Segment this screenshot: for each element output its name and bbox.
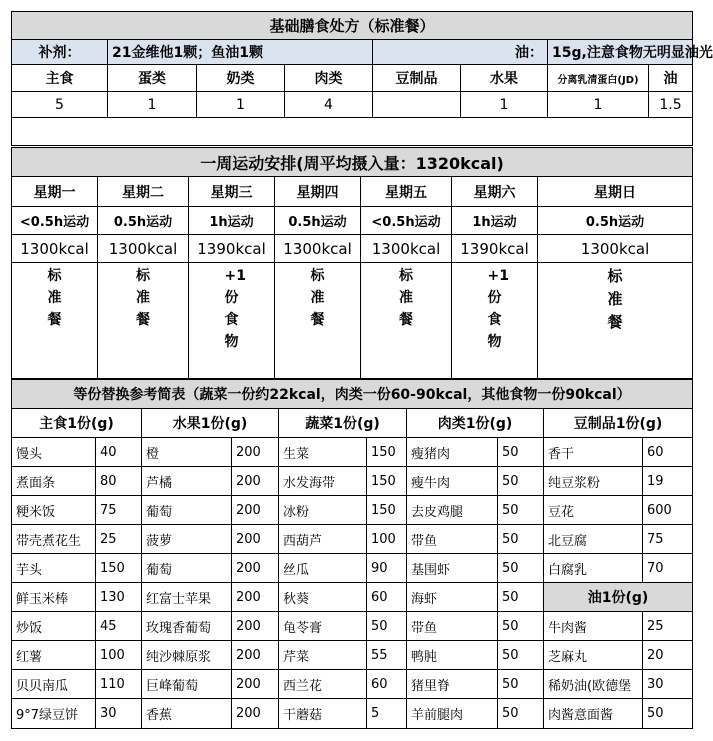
food-grams: 50 xyxy=(643,699,693,729)
oil-label: 油： xyxy=(373,40,548,65)
diet-value-oil: 1.5 xyxy=(649,92,693,118)
table-row xyxy=(12,583,693,612)
food-name: 芹菜 xyxy=(279,641,367,670)
supplement-label: 补剂： xyxy=(12,40,108,65)
table-row xyxy=(12,641,693,670)
exercise-title: 一周运动安排(周平均摄入量：1320kcal) xyxy=(12,148,693,177)
food-grams: 200 xyxy=(232,467,279,496)
food-grams: 50 xyxy=(498,554,544,583)
food-grams: 150 xyxy=(367,467,407,496)
food-name: 冰粉 xyxy=(279,496,367,525)
food-grams: 50 xyxy=(498,496,544,525)
food-name: 西兰花 xyxy=(279,670,367,699)
food-grams: 200 xyxy=(232,554,279,583)
food-name: 羊前腿肉 xyxy=(407,699,498,729)
kcal-cell: 1390kcal xyxy=(452,235,538,263)
food-name: 海虾 xyxy=(407,583,498,612)
food-grams: 50 xyxy=(498,612,544,641)
diet-table xyxy=(11,11,713,146)
food-name: 粳米饭 xyxy=(12,496,96,525)
food-grams: 600 xyxy=(643,496,693,525)
diet-header-staple: 主食 xyxy=(12,65,108,92)
food-name: 猪里脊 xyxy=(407,670,498,699)
food-name: 水发海带 xyxy=(279,467,367,496)
food-name: 香蕉 xyxy=(142,699,232,729)
food-name: 北豆腐 xyxy=(544,525,643,554)
day-cell: 星期一 xyxy=(12,177,98,207)
plan-cell xyxy=(98,263,189,379)
diet-value-fruit: 1 xyxy=(461,92,548,118)
food-name: 带壳煮花生 xyxy=(12,525,96,554)
food-grams: 60 xyxy=(367,670,407,699)
food-name: 菠萝 xyxy=(142,525,232,554)
food-grams: 50 xyxy=(498,467,544,496)
oil-value: 15g,注意食物无明显油光 xyxy=(548,40,693,65)
food-grams: 130 xyxy=(96,583,142,612)
plan-text: 标准餐 xyxy=(399,268,413,328)
food-grams: 30 xyxy=(643,670,693,699)
diet-header-soy: 豆制品 xyxy=(373,65,461,92)
header-vegetable: 蔬菜1份(g) xyxy=(279,409,407,438)
food-name: 9°7绿豆饼 xyxy=(12,699,96,729)
diet-value-meat: 4 xyxy=(285,92,373,118)
diet-header-milk: 奶类 xyxy=(197,65,285,92)
exchange-header-row xyxy=(12,409,693,438)
food-grams: 110 xyxy=(96,670,142,699)
header-fruit: 水果1份(g) xyxy=(142,409,279,438)
food-name: 葡萄 xyxy=(142,496,232,525)
food-grams: 100 xyxy=(367,525,407,554)
plan-cell xyxy=(361,263,452,379)
header-oil: 油1份(g) xyxy=(544,583,693,612)
plan-cell xyxy=(189,263,275,379)
food-grams: 80 xyxy=(96,467,142,496)
food-grams: 75 xyxy=(96,496,142,525)
food-name: 葡萄 xyxy=(142,554,232,583)
food-name: 基围虾 xyxy=(407,554,498,583)
food-name: 丝瓜 xyxy=(279,554,367,583)
food-grams: 50 xyxy=(498,699,544,729)
food-name: 瘦牛肉 xyxy=(407,467,498,496)
food-grams: 200 xyxy=(232,525,279,554)
exercise-day-row xyxy=(12,177,693,207)
duration-cell: 0.5h运动 xyxy=(98,207,189,235)
food-name: 豆花 xyxy=(544,496,643,525)
plan-cell xyxy=(275,263,361,379)
kcal-cell: 1300kcal xyxy=(12,235,98,263)
food-grams: 90 xyxy=(367,554,407,583)
day-cell: 星期六 xyxy=(452,177,538,207)
table-row xyxy=(12,525,693,554)
food-grams: 150 xyxy=(96,554,142,583)
food-grams: 20 xyxy=(643,641,693,670)
plan-cell xyxy=(452,263,538,379)
food-name: 炒饭 xyxy=(12,612,96,641)
exercise-plan-row xyxy=(12,263,693,379)
kcal-cell: 1390kcal xyxy=(189,235,275,263)
food-name: 带鱼 xyxy=(407,612,498,641)
day-cell: 星期日 xyxy=(538,177,693,207)
food-name: 牛肉酱 xyxy=(544,612,643,641)
duration-cell: 0.5h运动 xyxy=(275,207,361,235)
kcal-cell: 1300kcal xyxy=(98,235,189,263)
table-row xyxy=(12,670,693,699)
food-grams: 50 xyxy=(498,525,544,554)
day-cell: 星期三 xyxy=(189,177,275,207)
food-grams: 200 xyxy=(232,641,279,670)
food-grams: 50 xyxy=(498,670,544,699)
food-name: 瘦猪肉 xyxy=(407,438,498,467)
table-row xyxy=(12,467,693,496)
day-cell: 星期二 xyxy=(98,177,189,207)
food-grams: 45 xyxy=(96,612,142,641)
exchange-body xyxy=(12,438,693,729)
food-name: 红富士苹果 xyxy=(142,583,232,612)
food-name: 巨峰葡萄 xyxy=(142,670,232,699)
food-name: 鸭肫 xyxy=(407,641,498,670)
exchange-table xyxy=(11,379,693,729)
exercise-kcal-row xyxy=(12,235,693,263)
kcal-cell: 1300kcal xyxy=(275,235,361,263)
diet-header-fruit: 水果 xyxy=(461,65,548,92)
plan-text: 标准餐 xyxy=(310,268,325,328)
food-name: 煮面条 xyxy=(12,467,96,496)
food-name: 龟苓膏 xyxy=(279,612,367,641)
diet-value-soy xyxy=(373,92,461,118)
table-row xyxy=(12,699,693,729)
diet-title: 基础膳食处方（标准餐） xyxy=(12,12,693,40)
header-staple: 主食1份(g) xyxy=(12,409,142,438)
food-grams: 200 xyxy=(232,612,279,641)
diet-header-whey: 分离乳清蛋白(JD) xyxy=(548,65,649,92)
food-grams: 60 xyxy=(367,583,407,612)
diet-value-egg: 1 xyxy=(108,92,197,118)
plan-text: 标准餐 xyxy=(607,267,623,331)
food-grams: 70 xyxy=(643,554,693,583)
food-grams: 50 xyxy=(367,612,407,641)
table-row xyxy=(12,612,693,641)
food-name: 玫瑰香葡萄 xyxy=(142,612,232,641)
food-grams: 60 xyxy=(643,438,693,467)
plan-text: 标准餐 xyxy=(136,268,150,328)
food-grams: 5 xyxy=(367,699,407,729)
header-meat: 肉类1份(g) xyxy=(407,409,544,438)
diet-header-meat: 肉类 xyxy=(285,65,373,92)
food-name: 芋头 xyxy=(12,554,96,583)
plan-cell xyxy=(538,263,693,379)
food-name: 红薯 xyxy=(12,641,96,670)
duration-cell: 0.5h运动 xyxy=(538,207,693,235)
food-grams: 50 xyxy=(498,641,544,670)
food-grams: 25 xyxy=(96,525,142,554)
food-name: 白腐乳 xyxy=(544,554,643,583)
diet-value-whey: 1 xyxy=(548,92,649,118)
food-grams: 55 xyxy=(367,641,407,670)
food-name: 香干 xyxy=(544,438,643,467)
food-grams: 50 xyxy=(498,583,544,612)
diet-value-milk: 1 xyxy=(197,92,285,118)
food-name: 纯豆浆粉 xyxy=(544,467,643,496)
food-name: 稀奶油(欧德堡 xyxy=(544,670,643,699)
food-name: 去皮鸡腿 xyxy=(407,496,498,525)
food-name: 芝麻丸 xyxy=(544,641,643,670)
kcal-cell: 1300kcal xyxy=(361,235,452,263)
food-name: 秋葵 xyxy=(279,583,367,612)
food-name: 芦橘 xyxy=(142,467,232,496)
food-grams: 200 xyxy=(232,583,279,612)
food-name: 带鱼 xyxy=(407,525,498,554)
food-grams: 75 xyxy=(643,525,693,554)
diet-value-staple: 5 xyxy=(12,92,108,118)
food-grams: 30 xyxy=(96,699,142,729)
food-name: 生菜 xyxy=(279,438,367,467)
food-name: 西葫芦 xyxy=(279,525,367,554)
duration-cell: 1h运动 xyxy=(189,207,275,235)
table-row xyxy=(12,438,693,467)
food-grams: 150 xyxy=(367,438,407,467)
food-grams: 200 xyxy=(232,699,279,729)
food-grams: 100 xyxy=(96,641,142,670)
diet-header-egg: 蛋类 xyxy=(108,65,197,92)
spacer-row xyxy=(12,118,693,146)
exercise-table xyxy=(11,147,693,379)
exchange-title: 等份替换参考简表（蔬菜一份约22kcal，肉类一份60-90kcal，其他食物一份90kcal） xyxy=(12,380,693,409)
food-grams: 50 xyxy=(498,438,544,467)
food-grams: 25 xyxy=(643,612,693,641)
food-name: 鲜玉米棒 xyxy=(12,583,96,612)
supplement-value: 21金维他1颗；鱼油1颗 xyxy=(108,40,373,65)
food-name: 馒头 xyxy=(12,438,96,467)
duration-cell: 1h运动 xyxy=(452,207,538,235)
plan-text: +1份食物 xyxy=(487,268,509,350)
food-name: 贝贝南瓜 xyxy=(12,670,96,699)
food-name: 橙 xyxy=(142,438,232,467)
food-grams: 200 xyxy=(232,670,279,699)
kcal-cell: 1300kcal xyxy=(538,235,693,263)
food-grams: 200 xyxy=(232,438,279,467)
plan-text: +1份食物 xyxy=(224,268,246,350)
food-grams: 19 xyxy=(643,467,693,496)
table-row xyxy=(12,554,693,583)
exercise-duration-row xyxy=(12,207,693,235)
plan-text: 标准餐 xyxy=(47,268,62,328)
day-cell: 星期四 xyxy=(275,177,361,207)
food-grams: 200 xyxy=(232,496,279,525)
header-soy: 豆制品1份(g) xyxy=(544,409,693,438)
food-grams: 40 xyxy=(96,438,142,467)
food-grams: 150 xyxy=(367,496,407,525)
table-row xyxy=(12,496,693,525)
food-name: 肉酱意面酱 xyxy=(544,699,643,729)
duration-cell: <0.5h运动 xyxy=(12,207,98,235)
diet-header-oil: 油 xyxy=(649,65,693,92)
plan-cell xyxy=(12,263,98,379)
duration-cell: <0.5h运动 xyxy=(361,207,452,235)
food-name: 纯沙棘原浆 xyxy=(142,641,232,670)
food-name: 干蘑菇 xyxy=(279,699,367,729)
day-cell: 星期五 xyxy=(361,177,452,207)
